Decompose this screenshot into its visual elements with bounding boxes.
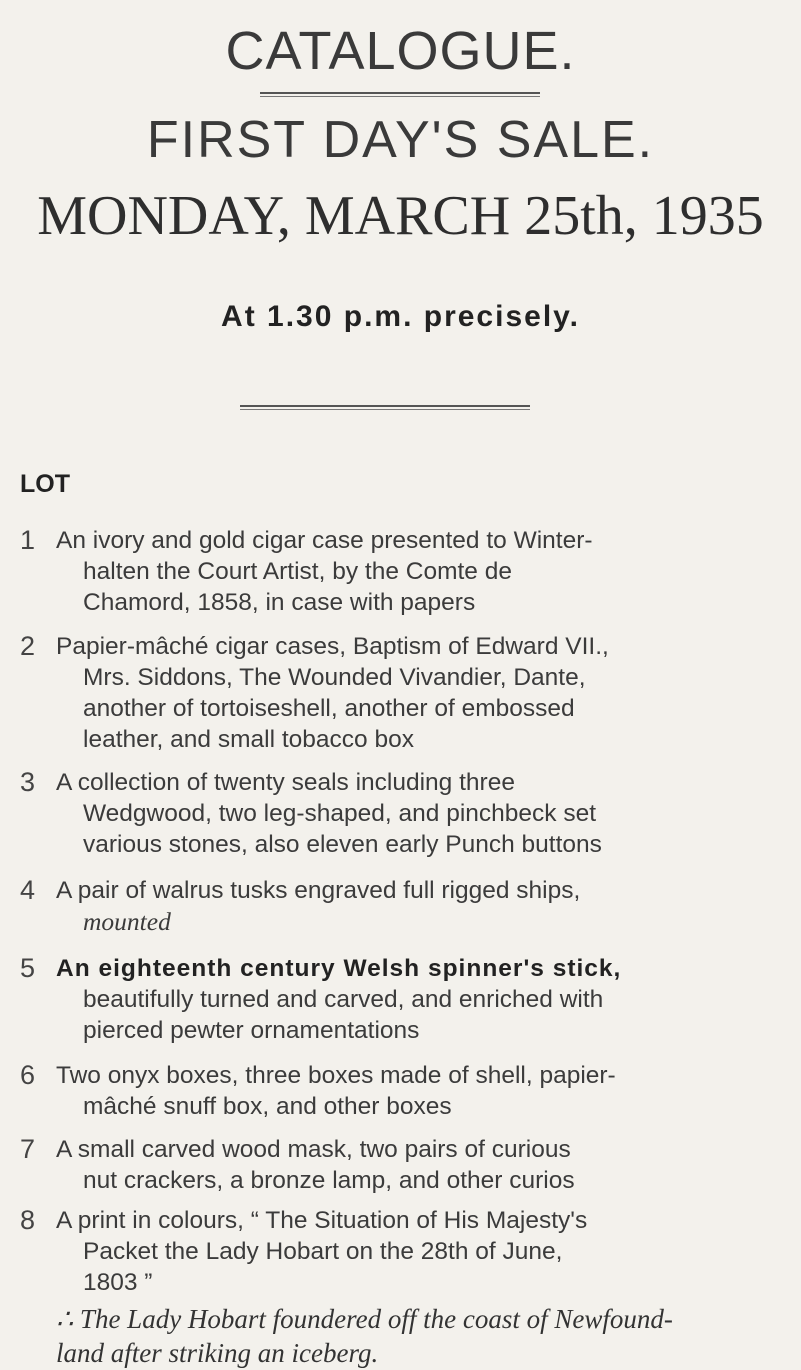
lot-number: 8 [20,1205,36,1235]
header-rule [240,405,530,410]
lot-description [56,875,791,937]
lot-line: pierced pewter ornamentations [83,1017,420,1044]
lot-line: A small carved wood mask, two pairs of curious [56,1136,571,1163]
lot-line: various stones, also eleven early Punch buttons [83,831,602,858]
lot-line: Two onyx boxes, three boxes made of shell, papier- [56,1062,616,1089]
lot-description [56,1205,791,1298]
lot-number: 7 [20,1134,36,1164]
lot-line: Wedgwood, two leg-shaped, and pinchbeck set [83,800,597,827]
lot-line: mâché snuff box, and other boxes [83,1093,452,1120]
lot-line: A print in colours, “ The Situation of His Majesty's [56,1207,588,1234]
lot-line: Packet the Lady Hobart on the 28th of June, [83,1238,563,1265]
lot-column-label: LOT [20,470,70,498]
lot-line: leather, and small tobacco box [83,726,414,753]
lot-description [56,631,791,755]
lot-line: nut crackers, a bronze lamp, and other curios [83,1167,575,1194]
lot-line: An ivory and gold cigar case presented to Winter- [56,527,593,554]
lot-line: Chamord, 1858, in case with papers [83,589,476,616]
lot-line: A pair of walrus tusks engraved full rigged ships, [56,877,581,904]
lot-description [56,953,791,1046]
lot-line: Papier-mâché cigar cases, Baptism of Edward VII., [56,633,609,660]
lot-line: Mrs. Siddons, The Wounded Vivandier, Dante, [83,664,586,691]
sale-date: MONDAY, MARCH 25th, 1935 [37,185,764,247]
lot-footnote [56,1302,796,1370]
lot-line-italic: mounted [83,907,171,936]
lot-number: 5 [20,953,36,983]
footnote-line: ∴ The Lady Hobart foundered off the coast of Newfound- [56,1304,673,1334]
lot-number: 2 [20,631,36,661]
lot-description [56,1060,791,1122]
lot-description [56,1134,791,1196]
lot-number: 1 [20,525,36,555]
lot-number: 6 [20,1060,36,1090]
footnote-line: land after striking an iceberg. [56,1338,379,1368]
catalogue-title: CATALOGUE. [225,21,576,81]
lot-lead-line: An eighteenth century Welsh spinner's stick, [56,955,622,982]
title-rule [260,92,540,97]
sale-time: At 1.30 p.m. precisely. [221,300,580,333]
lot-number: 3 [20,767,36,797]
lot-line: halten the Court Artist, by the Comte de [83,558,512,585]
lot-line: beautifully turned and carved, and enriched with [83,986,604,1013]
lot-description [56,767,791,860]
lot-number: 4 [20,875,36,905]
lot-line: another of tortoiseshell, another of embossed [83,695,575,722]
lot-line: A collection of twenty seals including three [56,769,515,796]
lot-description [56,525,791,618]
lot-line: 1803 ” [83,1269,153,1296]
sale-heading: FIRST DAY'S SALE. [146,111,655,169]
